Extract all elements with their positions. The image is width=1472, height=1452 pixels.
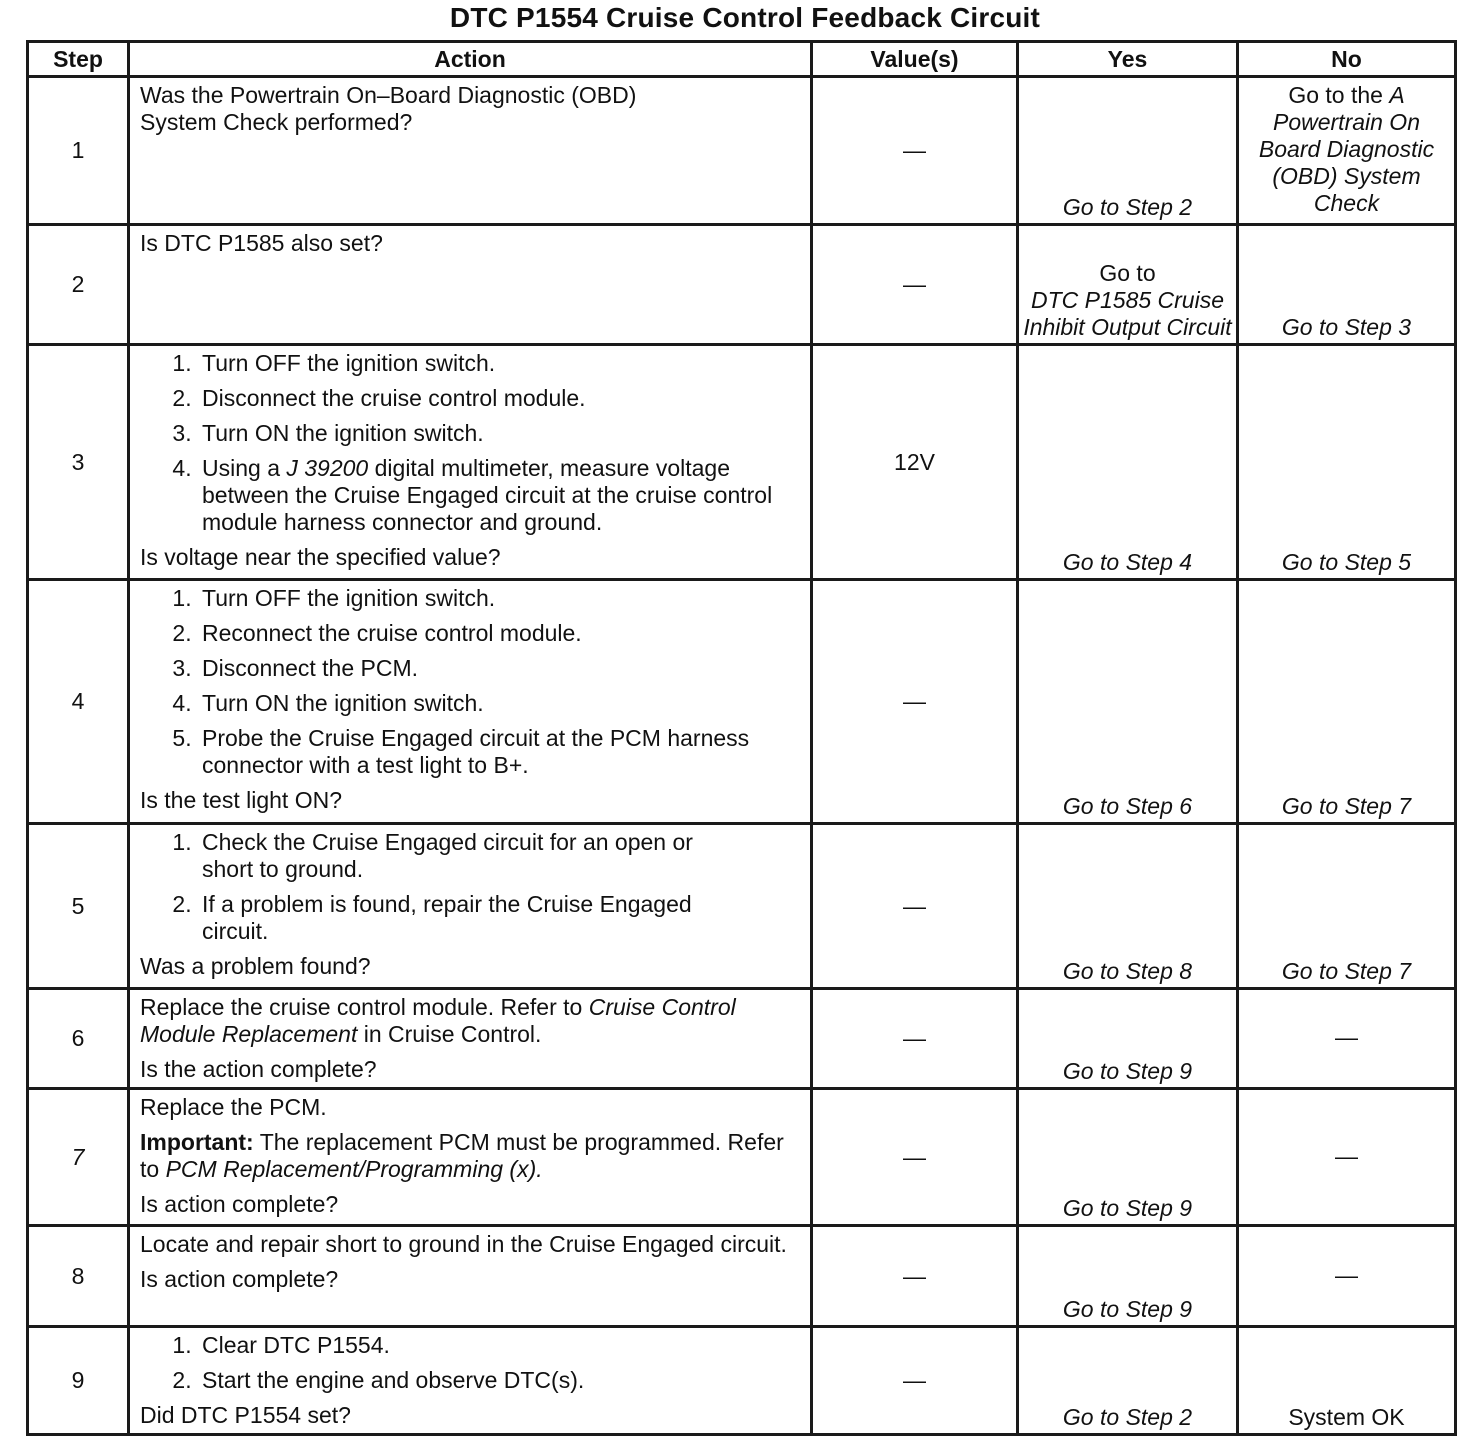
table-row (28, 989, 1456, 1089)
header-step: Step (28, 42, 129, 77)
action-text: Replace the PCM. (140, 1094, 327, 1120)
table-row (28, 1226, 1456, 1327)
action-question: Was a problem found? (140, 953, 371, 979)
action-question: Is the action complete? (140, 1056, 377, 1082)
action-question: Is the test light ON? (140, 787, 342, 813)
action-text: Is DTC P1585 also set? (140, 230, 383, 256)
value-cell: 12V (812, 345, 1018, 580)
action-cell (129, 1226, 812, 1327)
header-action: Action (129, 42, 812, 77)
action-cell (129, 1089, 812, 1226)
action-text: Was the Powertrain On–Board Diagnostic (OBD) System Check performed? (140, 82, 637, 135)
list-item: 3. Disconnect the PCM. (198, 655, 802, 682)
yes-prefix: Go to (1099, 260, 1156, 286)
no-prefix: Go to the (1288, 82, 1390, 108)
action-cell (129, 1327, 812, 1435)
no-cell: System OK (1238, 1327, 1456, 1435)
no-cell (1238, 77, 1456, 225)
action-text-pre: Replace the cruise control module. Refer to (140, 994, 589, 1020)
no-cell: Go to Step 7 (1238, 580, 1456, 824)
step-number: 5 (28, 824, 129, 989)
action-cell (129, 77, 812, 225)
value-cell: — (812, 77, 1018, 225)
value-cell: — (812, 989, 1018, 1089)
action-cell (129, 989, 812, 1089)
value-cell: — (812, 580, 1018, 824)
yes-cell: Go to Step 9 (1018, 1089, 1238, 1226)
list-item-text: digital multimeter, measure voltage between the Cruise Engaged circuit at the cruise control module harness connector and ground. (202, 455, 773, 535)
table-row (28, 1089, 1456, 1226)
value-cell: — (812, 1089, 1018, 1226)
list-item: 3. Turn ON the ignition switch. (198, 420, 802, 447)
action-list (140, 585, 802, 779)
action-text: Locate and repair short to ground in the Cruise Engaged circuit. (140, 1231, 787, 1257)
table-row (28, 225, 1456, 345)
value-cell: — (812, 1226, 1018, 1327)
no-reference: A Powertrain On Board Diagnostic (OBD) System Check (1258, 82, 1435, 216)
action-list (140, 1332, 802, 1394)
list-item: 2. Disconnect the cruise control module. (198, 385, 802, 412)
yes-cell: Go to Step 4 (1018, 345, 1238, 580)
yes-cell (1018, 225, 1238, 345)
list-item: 5. Probe the Cruise Engaged circuit at the PCM harness connector with a test light to B+. (198, 725, 802, 779)
action-question: Is action complete? (140, 1266, 339, 1292)
list-item: 2. Start the engine and observe DTC(s). (198, 1367, 802, 1394)
no-cell: — (1238, 989, 1456, 1089)
step-number: 6 (28, 989, 129, 1089)
yes-reference: DTC P1585 Cruise Inhibit Output Circuit (1023, 287, 1232, 340)
list-item: 1. Clear DTC P1554. (198, 1332, 802, 1359)
header-yes: Yes (1018, 42, 1238, 77)
important-note (140, 1129, 802, 1183)
value-cell: — (812, 225, 1018, 345)
list-item: 1. Turn OFF the ignition switch. (198, 585, 802, 612)
action-cell (129, 225, 812, 345)
yes-cell: Go to Step 9 (1018, 989, 1238, 1089)
header-values: Value(s) (812, 42, 1018, 77)
table-row (28, 345, 1456, 580)
list-item-text: Using a (202, 455, 287, 481)
important-label: Important: (140, 1129, 254, 1155)
step-number: 8 (28, 1226, 129, 1327)
yes-cell: Go to Step 6 (1018, 580, 1238, 824)
yes-cell: Go to Step 9 (1018, 1226, 1238, 1327)
list-item: 1. Check the Cruise Engaged circuit for an open or short to ground. (198, 829, 742, 883)
action-cell (129, 580, 812, 824)
table-header-row (28, 42, 1456, 77)
list-item: 2. If a problem is found, repair the Cruise Engaged circuit. (198, 891, 742, 945)
no-cell: Go to Step 5 (1238, 345, 1456, 580)
table-row (28, 580, 1456, 824)
action-question: Did DTC P1554 set? (140, 1402, 351, 1428)
no-cell: Go to Step 3 (1238, 225, 1456, 345)
list-item: 4. Turn ON the ignition switch. (198, 690, 802, 717)
action-text (140, 994, 802, 1048)
action-question: Is voltage near the specified value? (140, 544, 501, 570)
table-row (28, 824, 1456, 989)
page-title: DTC P1554 Cruise Control Feedback Circuit (449, 2, 1041, 33)
procedure-reference: PCM Replacement/Programming (x). (165, 1156, 543, 1182)
yes-cell: Go to Step 8 (1018, 824, 1238, 989)
tool-reference: J 39200 (286, 455, 369, 481)
list-item (198, 455, 802, 536)
no-cell: Go to Step 7 (1238, 824, 1456, 989)
action-list (140, 829, 802, 945)
procedure-reference: Cruise Control Module Replacement (140, 994, 736, 1047)
yes-cell: Go to Step 2 (1018, 1327, 1238, 1435)
step-number: 7 (28, 1089, 129, 1226)
table-row (28, 77, 1456, 225)
list-item: 2. Reconnect the cruise control module. (198, 620, 802, 647)
action-cell (129, 824, 812, 989)
list-item: 1. Turn OFF the ignition switch. (198, 350, 802, 377)
diagnostic-table (26, 40, 1457, 1436)
header-no: No (1238, 42, 1456, 77)
step-number: 2 (28, 225, 129, 345)
value-cell: — (812, 1327, 1018, 1435)
step-number: 4 (28, 580, 129, 824)
no-cell: — (1238, 1226, 1456, 1327)
table-row (28, 1327, 1456, 1435)
value-cell: — (812, 824, 1018, 989)
no-cell: — (1238, 1089, 1456, 1226)
important-text: The replacement PCM must be programmed. Refer to (140, 1129, 784, 1182)
step-number: 3 (28, 345, 129, 580)
action-list (140, 350, 802, 536)
step-number: 1 (28, 77, 129, 225)
action-cell (129, 345, 812, 580)
action-text-post: in Cruise Control. (357, 1021, 542, 1047)
action-question: Is action complete? (140, 1191, 339, 1217)
step-number: 9 (28, 1327, 129, 1435)
yes-cell: Go to Step 2 (1018, 77, 1238, 225)
